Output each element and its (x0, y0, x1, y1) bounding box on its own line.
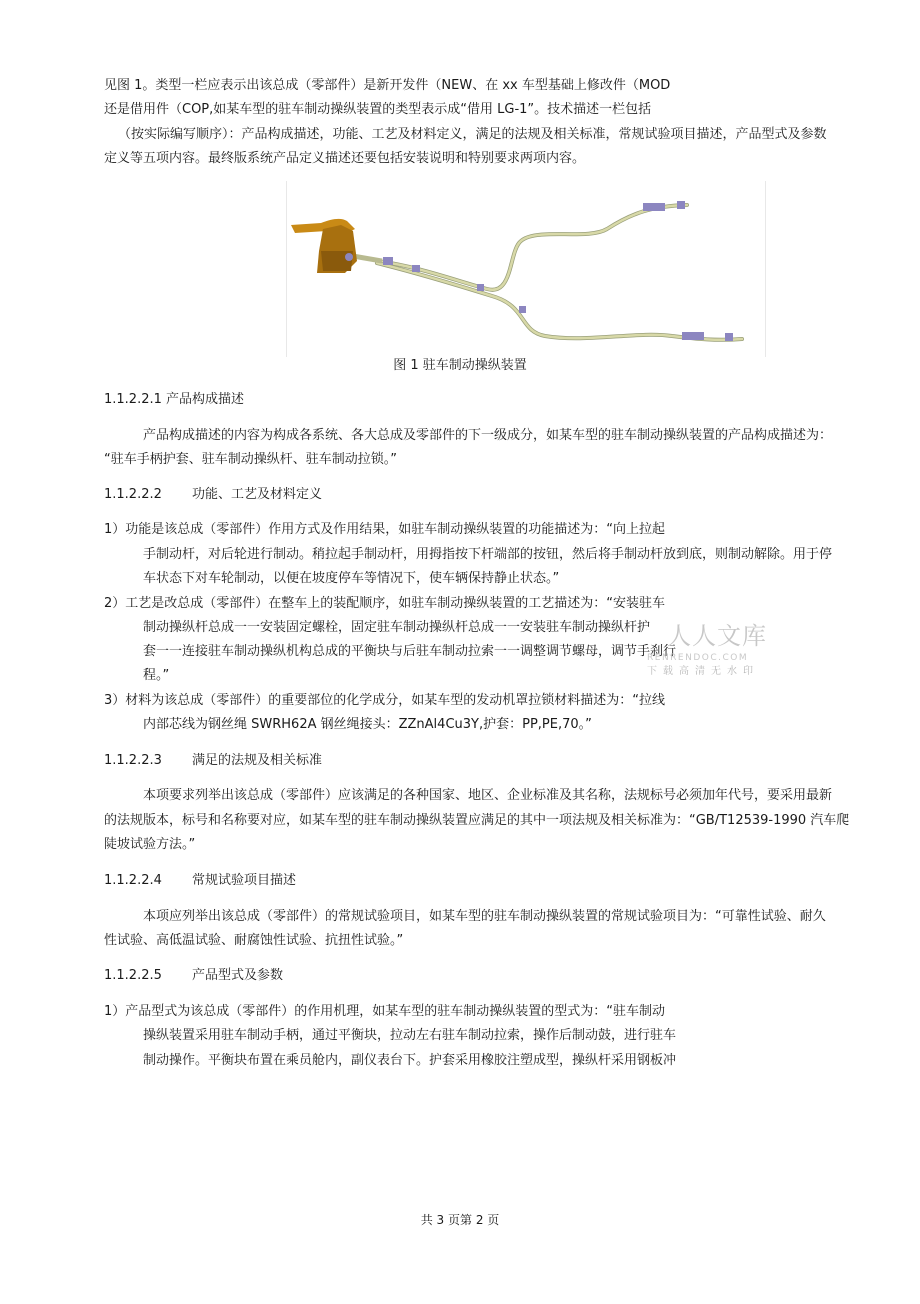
section-number: 1.1.2.2.5 (104, 968, 162, 983)
section-heading-4 (104, 872, 296, 890)
s5-item-1-line-3: 制动操作。平衡块布置在乘员舱内，副仪表台下。护套采用橡胶注塑成型，操纵杆采用钢板冲 (143, 1053, 677, 1068)
cable-clip (682, 332, 704, 340)
cable-clip (677, 201, 685, 209)
section-title: 产品型式及参数 (192, 968, 284, 983)
s2-item-1-line-3: 车状态下对车轮制动，以便在坡度停车等情况下，使车辆保持静止状态。” (143, 571, 560, 586)
page-footer: 共 3 页第 2 页 (420, 1213, 500, 1227)
s1-paragraph-line-1: 产品构成描述的内容为构成各系统、各大总成及零部件的下一级成分，如某车型的驻车制动操纵装置的产品构成描述为： (143, 428, 833, 443)
intro-line-4: 定义等五项内容。最终版系统产品定义描述还要包括安装说明和特别要求两项内容。 (104, 151, 586, 166)
section-title: 满足的法规及相关标准 (192, 753, 323, 768)
section-title: 功能、工艺及材料定义 (192, 487, 323, 502)
s5-item-1-line-2: 操纵装置采用驻车制动手柄，通过平衡块，拉动左右驻车制动拉索，操作后制动鼓，进行驻车 (143, 1028, 677, 1043)
intro-line-3: （按实际编写顺序）：产品构成描述，功能、工艺及材料定义，满足的法规及相关标准，常规试验项目描述，产品型式及参数 (118, 127, 827, 142)
section-heading-3 (104, 752, 322, 770)
s2-item-1-line-2: 手制动杆，对后轮进行制动。稍拉起手制动杆，用拇指按下杆端部的按钮，然后将手制动杆放到底，则制动解除。用于停 (143, 547, 833, 562)
s3-paragraph-line-1: 本项要求列举出该总成（零部件）应该满足的各种国家、地区、企业标准及其名称，法规标号必须加年代号，要采用最新 (143, 788, 833, 803)
section-heading-1 (104, 391, 244, 409)
s2-item-2-line-2: 制动操纵杆总成一一安装固定螺栓，固定驻车制动操纵杆总成一一安装驻车制动操纵杆护 (143, 620, 651, 635)
s2-item-2-line-3: 套一一连接驻车制动操纵机构总成的平衡块与后驻车制动拉索一一调整调节螺母，调节手刹行 (143, 644, 677, 659)
cable-clip (477, 284, 484, 291)
figure-caption: 图 1 驻车制动操纵装置 (393, 358, 527, 373)
s2-item-2-line-1: 2）工艺是改总成（零部件）在整车上的装配顺序，如驻车制动操纵装置的工艺描述为：“安装驻车 (104, 596, 666, 611)
equalizer-block (345, 253, 353, 261)
intro-line-1: 见图 1。类型一栏应表示出该总成（零部件）是新开发件（NEW、在 xx 车型基础上修改件（MOD (104, 78, 671, 93)
cable-clip (383, 257, 393, 265)
s5-item-1-line-1: 1）产品型式为该总成（零部件）的作用机理，如某车型的驻车制动操纵装置的型式为：“驻车制动 (104, 1004, 666, 1019)
cable-clip (643, 203, 665, 211)
s2-item-3-line-1: 3）材料为该总成（零部件）的重要部位的化学成分，如某车型的发动机罩拉锁材料描述为：“拉线 (104, 693, 666, 708)
watermark-subtitle: 下载高清无水印 (647, 666, 759, 677)
cable-clip (519, 306, 526, 313)
watermark (645, 622, 780, 688)
section-title: 常规试验项目描述 (192, 873, 297, 888)
cable-clip (412, 265, 420, 272)
s4-paragraph-line-1: 本项应列举出该总成（零部件）的常规试验项目，如某车型的驻车制动操纵装置的常规试验项目为：“可靠性试验、耐久 (143, 909, 826, 924)
section-title: 产品构成描述 (166, 392, 245, 407)
section-number: 1.1.2.2.1 (104, 392, 162, 407)
watermark-title: 人人文库 (667, 622, 767, 650)
s2-item-3-line-2: 内部芯线为钢丝绳 SWRH62A 钢丝绳接头：ZZnAl4Cu3Y,护套：PP,PE,70。” (143, 717, 592, 732)
section-number: 1.1.2.2.2 (104, 487, 162, 502)
section-heading-5 (104, 967, 283, 985)
parking-brake-illustration (287, 181, 765, 357)
section-number: 1.1.2.2.3 (104, 753, 162, 768)
s4-paragraph-line-2: 性试验、高低温试验、耐腐蚀性试验、抗扭性试验。” (104, 933, 404, 948)
s1-paragraph-line-2: “驻车手柄护套、驻车制动操纵杆、驻车制动拉锁。” (104, 452, 397, 467)
cable-clip (725, 333, 733, 341)
s2-item-2-line-4: 程。” (143, 668, 170, 683)
s3-paragraph-line-2: 的法规版本，标号和名称要对应，如某车型的驻车制动操纵装置应满足的其中一项法规及相关标准为：“GB/T12539-1990 汽车爬 (104, 813, 850, 828)
section-number: 1.1.2.2.4 (104, 873, 162, 888)
section-heading-2 (104, 486, 322, 504)
s3-paragraph-line-3: 陡坡试验方法。” (104, 837, 196, 852)
watermark-url: RENRENDOC.COM (647, 653, 749, 663)
intro-line-2: 还是借用件（COP,如某车型的驻车制动操纵装置的类型表示成“借用 LG-1”。技术描述一栏包括 (104, 102, 652, 117)
s2-item-1-line-1: 1）功能是该总成（零部件）作用方式及作用结果，如驻车制动操纵装置的功能描述为：“向上拉起 (104, 522, 666, 537)
parking-brake-figure (286, 181, 766, 357)
